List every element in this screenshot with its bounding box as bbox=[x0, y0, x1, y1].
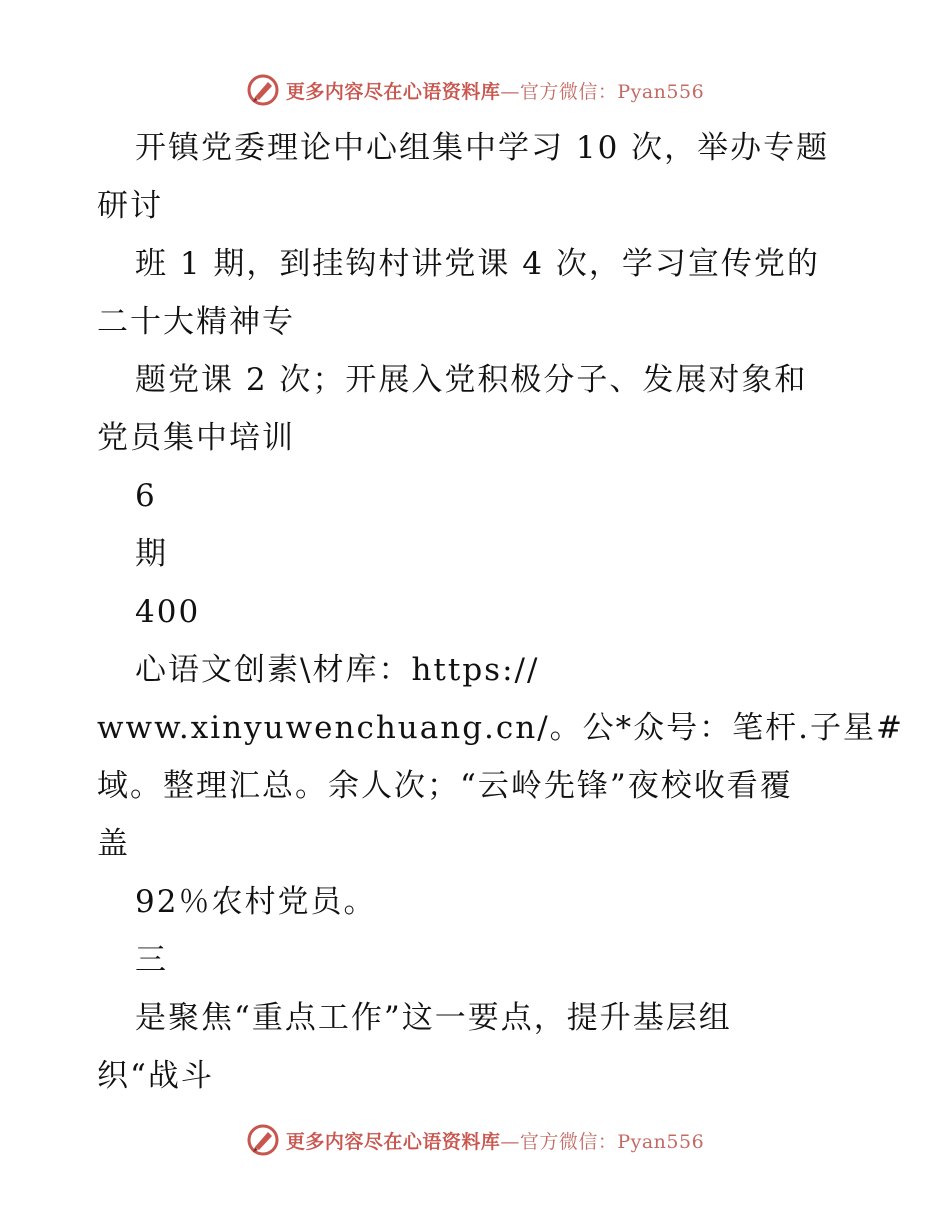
body-line: 域。整理汇总。余人次；“云岭先锋”夜校收看覆 bbox=[97, 768, 793, 804]
body-line: 6 bbox=[135, 478, 157, 514]
body-line: 题党课 2 次；开展入党积极分子、发展对象和 bbox=[135, 362, 808, 398]
header-banner bbox=[0, 70, 950, 110]
body-line: 班 1 期，到挂钩村讲党课 4 次，学习宣传党的 bbox=[135, 246, 820, 282]
body-line: 心语文创素\材库：https:// bbox=[135, 652, 540, 688]
body-line: 是聚焦“重点工作”这一要点，提升基层组 bbox=[135, 1000, 732, 1036]
body-line: 党员集中培训 bbox=[97, 420, 295, 456]
body-line: 期 bbox=[135, 536, 168, 572]
body-line: 400 bbox=[135, 594, 201, 630]
pen-logo-icon bbox=[246, 1123, 280, 1157]
body-line: 织“战斗 bbox=[97, 1058, 214, 1094]
body-line: 92％农村党员。 bbox=[135, 884, 377, 920]
pen-logo-icon bbox=[246, 73, 280, 107]
body-line: 研讨 bbox=[97, 188, 163, 224]
body-line: 盖 bbox=[97, 826, 130, 862]
footer-banner-text: 更多内容尽在心语资料库—官方微信：Pyan556 bbox=[285, 1130, 705, 1153]
header-banner-text: 更多内容尽在心语资料库—官方微信：Pyan556 bbox=[285, 80, 705, 103]
body-line: www.xinyuwenchuang.cn/。公*众号：笔杆.子星# bbox=[97, 710, 905, 746]
footer-banner bbox=[0, 1120, 950, 1160]
body-line: 二十大精神专 bbox=[97, 304, 295, 340]
body-line: 开镇党委理论中心组集中学习 10 次，举办专题 bbox=[135, 130, 830, 166]
body-line: 三 bbox=[135, 942, 168, 978]
